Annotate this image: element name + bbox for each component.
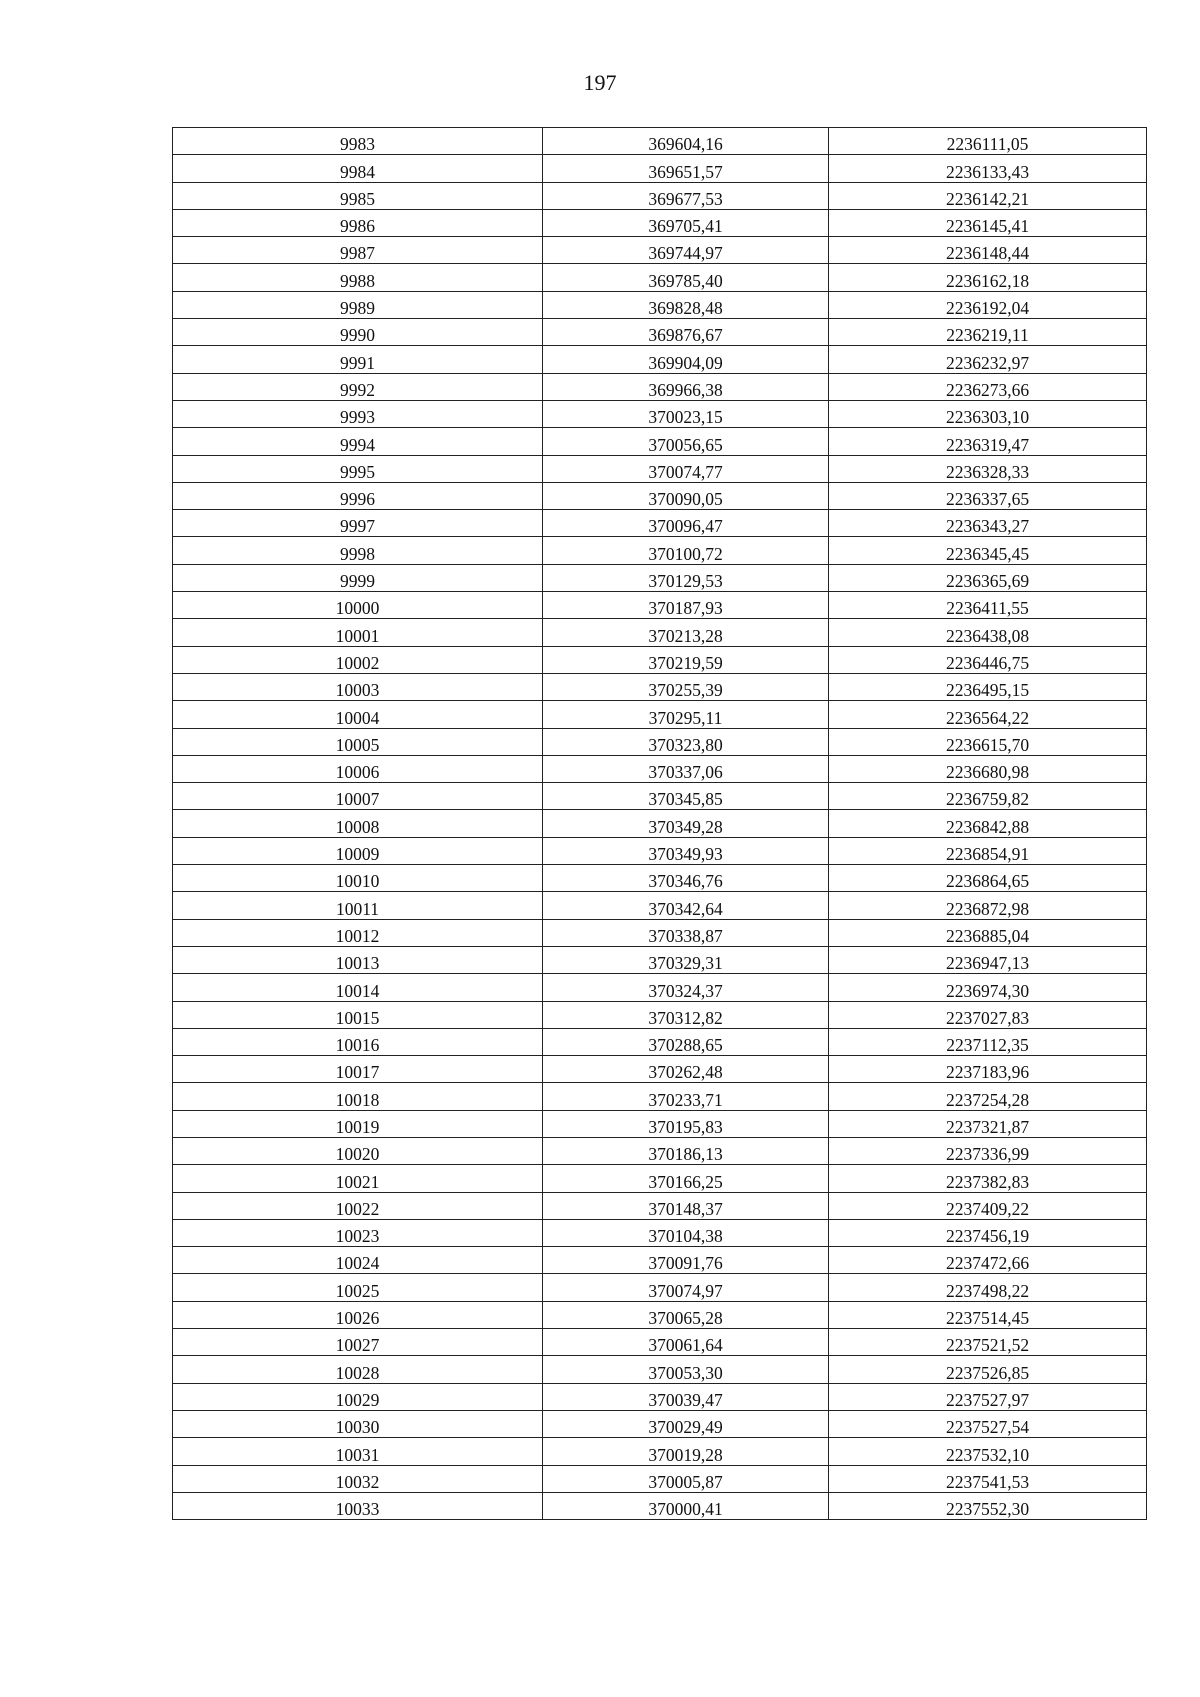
table-row [173,319,1147,346]
x-coordinate-cell: 370074,97 [543,1274,829,1301]
y-coordinate-cell: 2236947,13 [829,946,1147,973]
point-number-cell: 9995 [173,455,543,482]
table-row [173,455,1147,482]
y-coordinate-cell: 2237336,99 [829,1137,1147,1164]
y-coordinate-cell: 2236142,21 [829,182,1147,209]
y-coordinate-cell: 2236885,04 [829,919,1147,946]
point-number-cell: 10023 [173,1219,543,1246]
y-coordinate-cell: 2237027,83 [829,1001,1147,1028]
point-number-cell: 10015 [173,1001,543,1028]
point-number-cell: 10032 [173,1465,543,1492]
y-coordinate-cell: 2237527,97 [829,1383,1147,1410]
point-number-cell: 9985 [173,182,543,209]
point-number-cell: 10029 [173,1383,543,1410]
x-coordinate-cell: 369744,97 [543,237,829,264]
y-coordinate-cell: 2237498,22 [829,1274,1147,1301]
table-row [173,837,1147,864]
y-coordinate-cell: 2237514,45 [829,1301,1147,1328]
x-coordinate-cell: 370090,05 [543,482,829,509]
x-coordinate-cell: 370166,25 [543,1165,829,1192]
point-number-cell: 9992 [173,373,543,400]
y-coordinate-cell: 2236345,45 [829,537,1147,564]
point-number-cell: 9988 [173,264,543,291]
table-row [173,892,1147,919]
x-coordinate-cell: 370255,39 [543,673,829,700]
x-coordinate-cell: 370288,65 [543,1028,829,1055]
point-number-cell: 10028 [173,1356,543,1383]
point-number-cell: 9993 [173,400,543,427]
x-coordinate-cell: 370324,37 [543,974,829,1001]
x-coordinate-cell: 369828,48 [543,291,829,318]
point-number-cell: 10031 [173,1438,543,1465]
table-row [173,919,1147,946]
table-row [173,592,1147,619]
point-number-cell: 9999 [173,564,543,591]
x-coordinate-cell: 370329,31 [543,946,829,973]
point-number-cell: 10008 [173,810,543,837]
y-coordinate-cell: 2236864,65 [829,865,1147,892]
point-number-cell: 9996 [173,482,543,509]
x-coordinate-cell: 370338,87 [543,919,829,946]
x-coordinate-cell: 369904,09 [543,346,829,373]
x-coordinate-cell: 369651,57 [543,155,829,182]
table-row [173,373,1147,400]
x-coordinate-cell: 370074,77 [543,455,829,482]
point-number-cell: 10016 [173,1028,543,1055]
table-row [173,291,1147,318]
point-number-cell: 10002 [173,646,543,673]
y-coordinate-cell: 2236974,30 [829,974,1147,1001]
y-coordinate-cell: 2237521,52 [829,1329,1147,1356]
x-coordinate-cell: 370148,37 [543,1192,829,1219]
page-number: 197 [583,70,617,95]
point-number-cell: 10026 [173,1301,543,1328]
point-number-cell: 10005 [173,728,543,755]
y-coordinate-cell: 2236680,98 [829,755,1147,782]
x-coordinate-cell: 370342,64 [543,892,829,919]
x-coordinate-cell: 370349,93 [543,837,829,864]
y-coordinate-cell: 2236411,55 [829,592,1147,619]
y-coordinate-cell: 2237183,96 [829,1056,1147,1083]
x-coordinate-cell: 370053,30 [543,1356,829,1383]
table-row [173,1492,1147,1519]
x-coordinate-cell: 370219,59 [543,646,829,673]
table-row [173,537,1147,564]
table-row [173,264,1147,291]
table-row [173,1083,1147,1110]
x-coordinate-cell: 370005,87 [543,1465,829,1492]
y-coordinate-cell: 2236162,18 [829,264,1147,291]
x-coordinate-cell: 370029,49 [543,1410,829,1437]
point-number-cell: 9997 [173,510,543,537]
table-row [173,1137,1147,1164]
y-coordinate-cell: 2236192,04 [829,291,1147,318]
x-coordinate-cell: 370096,47 [543,510,829,537]
x-coordinate-cell: 370039,47 [543,1383,829,1410]
table-row [173,1028,1147,1055]
y-coordinate-cell: 2236145,41 [829,209,1147,236]
y-coordinate-cell: 2237541,53 [829,1465,1147,1492]
point-number-cell: 10011 [173,892,543,919]
x-coordinate-cell: 370337,06 [543,755,829,782]
table-row [173,1410,1147,1437]
x-coordinate-cell: 370129,53 [543,564,829,591]
y-coordinate-cell: 2237532,10 [829,1438,1147,1465]
x-coordinate-cell: 370186,13 [543,1137,829,1164]
table-row [173,564,1147,591]
table-row [173,1274,1147,1301]
point-number-cell: 10025 [173,1274,543,1301]
table-row [173,619,1147,646]
point-number-cell: 10018 [173,1083,543,1110]
table-row [173,1219,1147,1246]
x-coordinate-cell: 369785,40 [543,264,829,291]
table-row [173,974,1147,1001]
x-coordinate-cell: 369876,67 [543,319,829,346]
y-coordinate-cell: 2236232,97 [829,346,1147,373]
y-coordinate-cell: 2236615,70 [829,728,1147,755]
table-row [173,209,1147,236]
y-coordinate-cell: 2236842,88 [829,810,1147,837]
x-coordinate-cell: 370323,80 [543,728,829,755]
table-row [173,1383,1147,1410]
table-row [173,400,1147,427]
x-coordinate-cell: 370213,28 [543,619,829,646]
point-number-cell: 9994 [173,428,543,455]
y-coordinate-cell: 2237527,54 [829,1410,1147,1437]
table-row [173,1301,1147,1328]
x-coordinate-cell: 370065,28 [543,1301,829,1328]
point-number-cell: 9991 [173,346,543,373]
x-coordinate-cell: 370000,41 [543,1492,829,1519]
y-coordinate-cell: 2236564,22 [829,701,1147,728]
y-coordinate-cell: 2236438,08 [829,619,1147,646]
x-coordinate-cell: 370295,11 [543,701,829,728]
x-coordinate-cell: 370349,28 [543,810,829,837]
y-coordinate-cell: 2236446,75 [829,646,1147,673]
table-row [173,1110,1147,1137]
x-coordinate-cell: 370061,64 [543,1329,829,1356]
y-coordinate-cell: 2236219,11 [829,319,1147,346]
x-coordinate-cell: 370100,72 [543,537,829,564]
table-row [173,946,1147,973]
point-number-cell: 10012 [173,919,543,946]
y-coordinate-cell: 2236303,10 [829,400,1147,427]
y-coordinate-cell: 2236872,98 [829,892,1147,919]
x-coordinate-cell: 370091,76 [543,1247,829,1274]
y-coordinate-cell: 2237456,19 [829,1219,1147,1246]
point-number-cell: 10009 [173,837,543,864]
table-row [173,673,1147,700]
x-coordinate-cell: 370056,65 [543,428,829,455]
x-coordinate-cell: 369966,38 [543,373,829,400]
y-coordinate-cell: 2236495,15 [829,673,1147,700]
y-coordinate-cell: 2236133,43 [829,155,1147,182]
point-number-cell: 9986 [173,209,543,236]
point-number-cell: 10020 [173,1137,543,1164]
point-number-cell: 10030 [173,1410,543,1437]
table-row [173,1465,1147,1492]
x-coordinate-cell: 370104,38 [543,1219,829,1246]
table-row [173,428,1147,455]
point-number-cell: 10006 [173,755,543,782]
point-number-cell: 10010 [173,865,543,892]
point-number-cell: 9989 [173,291,543,318]
x-coordinate-cell: 370019,28 [543,1438,829,1465]
y-coordinate-cell: 2237409,22 [829,1192,1147,1219]
table-row [173,1001,1147,1028]
y-coordinate-cell: 2236328,33 [829,455,1147,482]
table-row [173,755,1147,782]
table-row [173,1056,1147,1083]
point-number-cell: 10003 [173,673,543,700]
x-coordinate-cell: 370346,76 [543,865,829,892]
point-number-cell: 10001 [173,619,543,646]
table-row [173,1192,1147,1219]
y-coordinate-cell: 2237321,87 [829,1110,1147,1137]
y-coordinate-cell: 2236337,65 [829,482,1147,509]
table-row [173,1247,1147,1274]
point-number-cell: 9983 [173,128,543,155]
table-row [173,810,1147,837]
point-number-cell: 10017 [173,1056,543,1083]
x-coordinate-cell: 370345,85 [543,783,829,810]
x-coordinate-cell: 370195,83 [543,1110,829,1137]
table-row [173,237,1147,264]
y-coordinate-cell: 2237112,35 [829,1028,1147,1055]
table-row [173,482,1147,509]
y-coordinate-cell: 2236343,27 [829,510,1147,537]
table-row [173,1329,1147,1356]
table-row [173,783,1147,810]
table-row [173,346,1147,373]
x-coordinate-cell: 370262,48 [543,1056,829,1083]
point-number-cell: 10019 [173,1110,543,1137]
table-row [173,128,1147,155]
y-coordinate-cell: 2236111,05 [829,128,1147,155]
point-number-cell: 9984 [173,155,543,182]
point-number-cell: 10027 [173,1329,543,1356]
coordinates-table [172,127,1147,1520]
point-number-cell: 10000 [173,592,543,619]
x-coordinate-cell: 370187,93 [543,592,829,619]
table-row [173,646,1147,673]
point-number-cell: 9987 [173,237,543,264]
point-number-cell: 10014 [173,974,543,1001]
table-row [173,510,1147,537]
x-coordinate-cell: 370233,71 [543,1083,829,1110]
table-row [173,1356,1147,1383]
y-coordinate-cell: 2236273,66 [829,373,1147,400]
table-row [173,701,1147,728]
coordinates-table-body [173,128,1147,1520]
x-coordinate-cell: 369604,16 [543,128,829,155]
x-coordinate-cell: 369677,53 [543,182,829,209]
point-number-cell: 9990 [173,319,543,346]
point-number-cell: 10004 [173,701,543,728]
table-row [173,155,1147,182]
table-row [173,1438,1147,1465]
y-coordinate-cell: 2237382,83 [829,1165,1147,1192]
table-row [173,728,1147,755]
y-coordinate-cell: 2236148,44 [829,237,1147,264]
y-coordinate-cell: 2236759,82 [829,783,1147,810]
point-number-cell: 10024 [173,1247,543,1274]
y-coordinate-cell: 2237526,85 [829,1356,1147,1383]
y-coordinate-cell: 2236365,69 [829,564,1147,591]
point-number-cell: 10033 [173,1492,543,1519]
x-coordinate-cell: 370312,82 [543,1001,829,1028]
point-number-cell: 10022 [173,1192,543,1219]
table-row [173,1165,1147,1192]
y-coordinate-cell: 2236854,91 [829,837,1147,864]
x-coordinate-cell: 369705,41 [543,209,829,236]
point-number-cell: 10013 [173,946,543,973]
point-number-cell: 9998 [173,537,543,564]
y-coordinate-cell: 2237472,66 [829,1247,1147,1274]
y-coordinate-cell: 2237552,30 [829,1492,1147,1519]
table-row [173,182,1147,209]
y-coordinate-cell: 2237254,28 [829,1083,1147,1110]
x-coordinate-cell: 370023,15 [543,400,829,427]
point-number-cell: 10021 [173,1165,543,1192]
table-row [173,865,1147,892]
y-coordinate-cell: 2236319,47 [829,428,1147,455]
point-number-cell: 10007 [173,783,543,810]
